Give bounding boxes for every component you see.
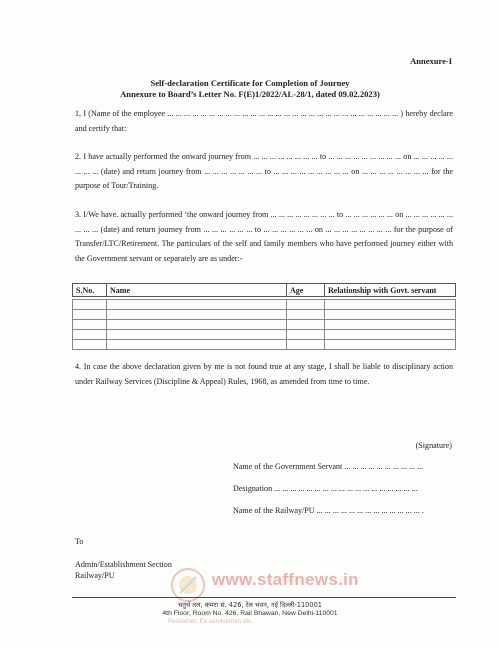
paragraph-2: 2. I have actually performed the onward journey from ... ... ... ... ... ... ... ... to ... ... ... ... ... ... ... ... ... on ... ... ... ... ... ... ... ... (date) and return journey from ... ... ... ... ... ... ... to ... ... ... ... ... ... ... ... ... on ... ... ... ... ... ... ... ... for the purpose of Tour/Training. bbox=[75, 152, 453, 191]
document-subtitle: Annexure to Board’s Letter No. F(E)1/2022/AL-28/1, dated 09.02.2023) bbox=[120, 89, 380, 99]
to-label: To bbox=[75, 537, 84, 546]
header-sno: S.No. bbox=[73, 284, 107, 297]
table-row bbox=[73, 320, 456, 330]
railway-name-line: Name of the Railway/PU ... ... ... ... ... ... ... ... ... ... ... ... ... . bbox=[233, 506, 424, 515]
paragraph-3: 3. I/We have. actually performed ‘the onward journey from ... ... ... ... ... ... ... ... to ... ... ... ... ... ... on ... ... ... ... ... ... ... ... ... (date) and return journey from ... ... ... ... ... ... to ... ... ... ... ... ... on ... ... ... ... ... ... ... ... for the purpose of Transfer/LTC/Retirement. The particulars of the self and family members who have performed journey either with the Government servant or separately are as under:- bbox=[75, 210, 453, 263]
address-line-1: Admin/Establishment Section bbox=[75, 560, 172, 569]
footer-divider bbox=[72, 597, 456, 598]
header-age: Age bbox=[287, 284, 325, 297]
header-relationship: Relationship with Govt. servant bbox=[325, 284, 456, 297]
footer-address-hindi: चतुर्थ तल, कमरा सं. 426, रेल भवन, नई दिल्ली-110001 bbox=[178, 601, 322, 609]
watermark-subtext: Pensioner, Ex-servicemen etc. bbox=[168, 618, 254, 625]
watermark-logo-icon bbox=[168, 566, 208, 604]
table-row bbox=[73, 340, 456, 350]
table-header-row bbox=[73, 284, 456, 297]
document-title: Self-declaration Certificate for Completion of Journey bbox=[150, 78, 350, 88]
family-members-table bbox=[72, 283, 456, 350]
signature-label: (Signature) bbox=[415, 441, 452, 450]
designation-line: Designation ... ... ... ... ... ... ... ... ... ... ... ... ... ... ... ... ... ... bbox=[233, 484, 418, 493]
employee-name-line: Name of the Government Servant ... ... ... ... ... ... ... ... ... ... bbox=[233, 462, 424, 471]
paragraph-4: 4. In case the above declaration given by me is not found true at any stage, I shall be liable to disciplinary action under Railway Services (Discipline & Appeal) Rules, 1968, as amended from time to time. bbox=[75, 362, 453, 386]
watermark bbox=[168, 566, 398, 604]
footer-address-english: 4th Floor, Room No. 426, Rail Bhawan, New Delhi-110001 bbox=[162, 610, 338, 617]
header-name: Name bbox=[107, 284, 287, 297]
annexure-label: Annexure-I bbox=[410, 56, 452, 66]
table-row bbox=[73, 310, 456, 320]
watermark-text: www.staffnews.in bbox=[212, 570, 359, 589]
table-row bbox=[73, 300, 456, 310]
address-line-2: Railway/PU bbox=[75, 571, 115, 580]
table-row bbox=[73, 330, 456, 340]
paragraph-1: 1, I (Name of the employee ... ... ... ... ... ... ... ... ... ... ... ... ... ... ... ... ... ... ... ... ... ... ... ... ... ... ... ... ) hereby declare and certify that: bbox=[75, 109, 453, 133]
